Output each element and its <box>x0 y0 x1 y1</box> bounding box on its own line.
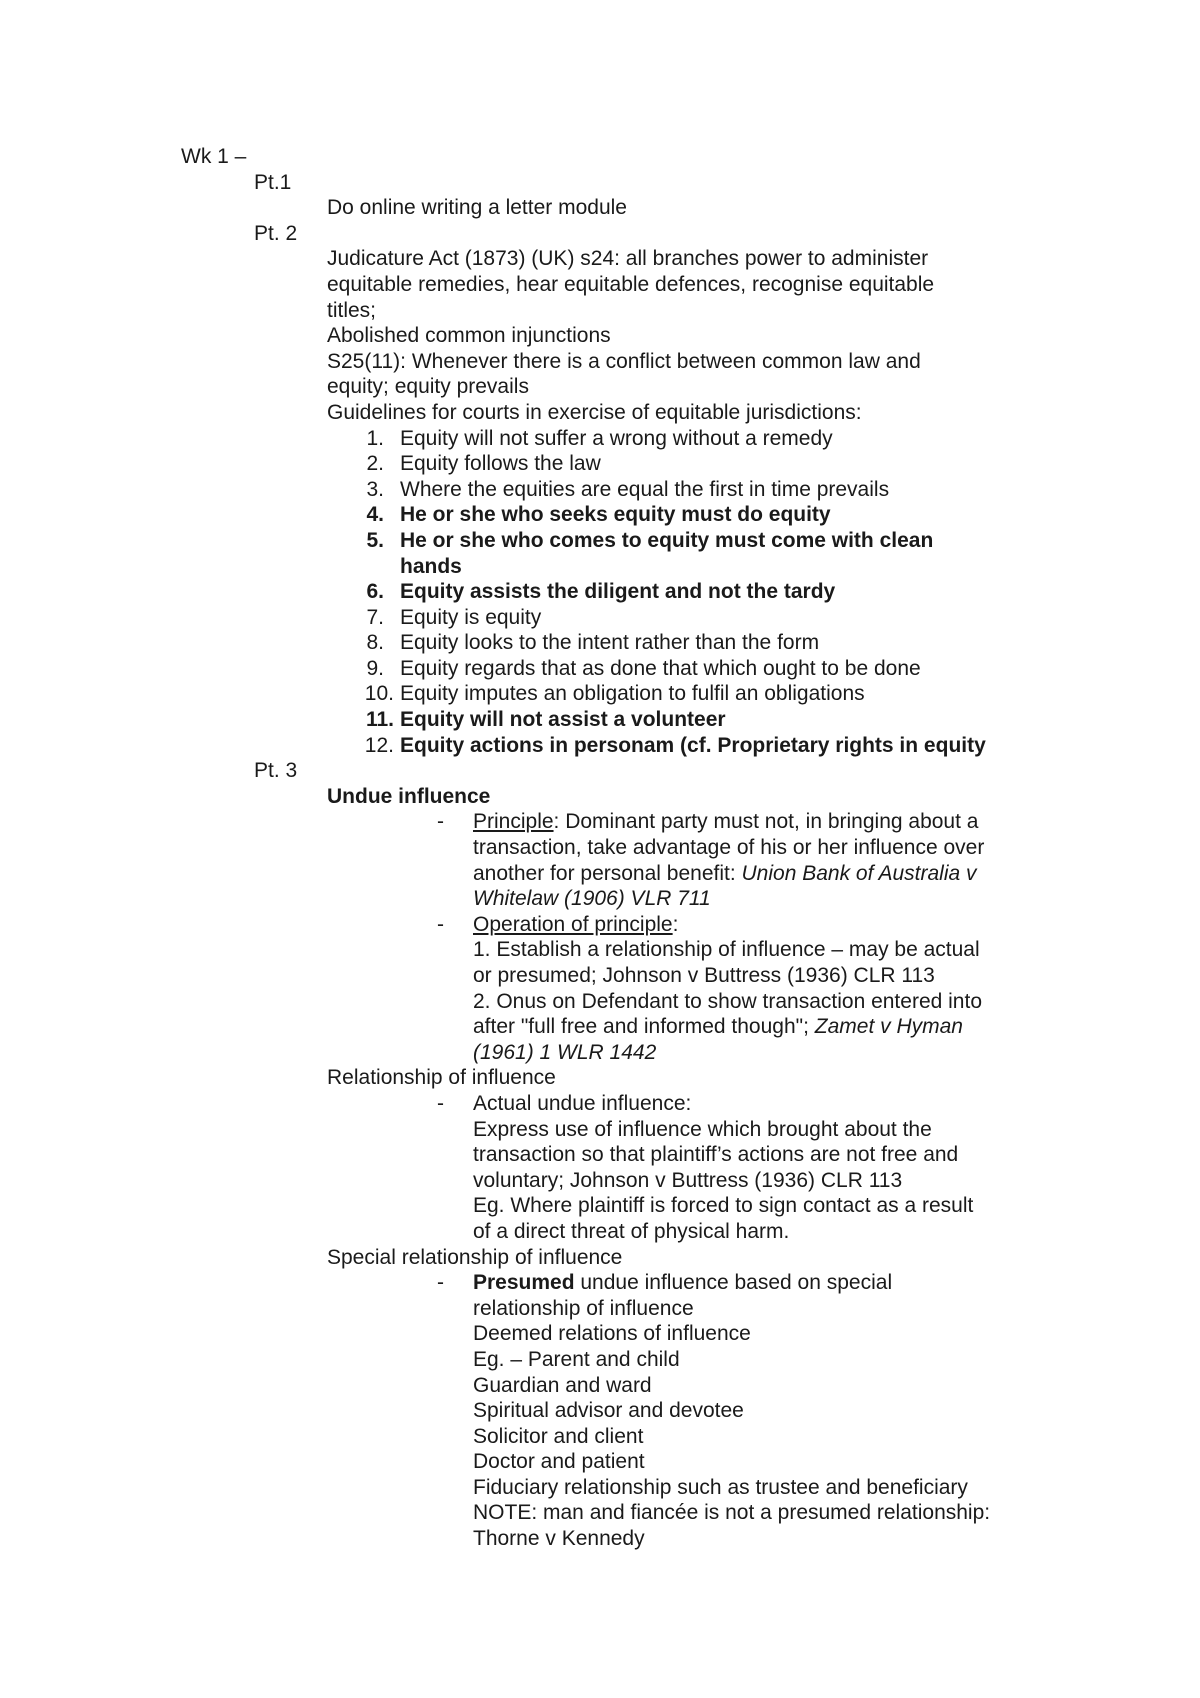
week-title: Wk 1 – <box>181 145 247 168</box>
maxim-text: Equity actions in personam (cf. Proprietary rights in equity <box>400 733 986 757</box>
presumed-text: Deemed relations of influence <box>473 1322 751 1346</box>
principle-text: : Dominant party must not, in bringing about a <box>553 810 979 834</box>
notes-body <box>0 144 1200 1552</box>
presumed-text: Guardian and ward <box>473 1373 652 1397</box>
presumed-text: relationship of influence <box>473 1296 694 1320</box>
maxim-item <box>0 733 1200 759</box>
operation-label: Operation of principle <box>473 912 673 936</box>
dash-marker: - <box>437 912 444 936</box>
case-citation: Whitelaw (1906) VLR 711 <box>473 887 711 911</box>
operation-colon: : <box>672 912 679 936</box>
actual-line <box>0 1091 1200 1117</box>
maxim-item <box>0 579 1200 605</box>
maxim-number: 2. <box>366 452 384 476</box>
maxim-item <box>0 605 1200 631</box>
maxim-item <box>0 502 1200 528</box>
maxim-text: hands <box>400 554 462 578</box>
principle-label: Principle <box>473 810 554 834</box>
actual-text: Eg. Where plaintiff is forced to sign contact as a result <box>473 1194 974 1218</box>
principle-text: another for personal benefit: <box>473 861 742 885</box>
bullet-continuation: equity; equity prevails <box>327 375 529 399</box>
maxim-item <box>0 681 1200 707</box>
maxim-item <box>0 451 1200 477</box>
maxim-number: 12. <box>364 733 394 757</box>
presumed-text: Spiritual advisor and devotee <box>473 1399 744 1423</box>
maxim-item <box>0 630 1200 656</box>
dash-marker: - <box>437 810 444 834</box>
maxim-text: Equity is equity <box>400 605 542 629</box>
dash-marker: - <box>437 1271 444 1295</box>
maxim-number: 3. <box>366 477 384 501</box>
principle-line <box>0 861 1200 887</box>
operation-text: 1. Establish a relationship of influence – may be actual <box>473 938 980 962</box>
principle-text: transaction, take advantage of his or her influence over <box>473 836 985 860</box>
actual-text: of a direct threat of physical harm. <box>473 1219 790 1243</box>
actual-text: voluntary; Johnson v Buttress (1936) CLR 113 <box>473 1168 903 1192</box>
maxim-number: 9. <box>366 656 384 680</box>
case-citation: Union Bank of Australia v <box>741 861 977 885</box>
presumed-text: Fiduciary relationship such as trustee and beneficiary <box>473 1475 968 1499</box>
maxim-number: 5. <box>366 528 384 552</box>
maxim-text: He or she who comes to equity must come with clean <box>400 528 934 552</box>
special-relationship-heading: Special relationship of influence <box>327 1245 623 1269</box>
part-2-label: Pt. 2 <box>254 221 298 245</box>
maxim-item <box>0 707 1200 733</box>
principle-line <box>0 809 1200 835</box>
actual-text: transaction so that plaintiff’s actions are not free and <box>473 1143 959 1167</box>
maxim-number: 8. <box>366 631 384 655</box>
case-citation: (1961) 1 WLR 1442 <box>473 1040 657 1064</box>
maxim-text: Equity will not assist a volunteer <box>400 708 726 732</box>
maxim-text: Equity regards that as done that which ought to be done <box>400 656 921 680</box>
maxim-continuation <box>0 554 1200 580</box>
maxim-text: Equity assists the diligent and not the tardy <box>400 580 836 604</box>
maxim-text: Equity imputes an obligation to fulfil an obligations <box>400 682 865 706</box>
maxim-text: Equity looks to the intent rather than the form <box>400 631 820 655</box>
actual-heading: Actual undue influence: <box>473 1091 692 1115</box>
maxim-number: 10. <box>364 682 394 706</box>
bullet-item: S25(11): Whenever there is a conflict between common law and <box>0 349 1200 375</box>
maxim-item <box>0 656 1200 682</box>
bullet-item: Guidelines for courts in exercise of equitable jurisdictions: <box>0 400 1200 426</box>
part-1-label: Pt.1 <box>254 170 292 194</box>
maxim-item <box>0 477 1200 503</box>
maxim-number: 4. <box>366 503 384 527</box>
maxim-text: Equity follows the law <box>400 452 601 476</box>
bullet-continuation: equitable remedies, hear equitable defences, recognise equitable <box>327 272 935 296</box>
operation-text: after "full free and informed though"; <box>473 1015 815 1039</box>
presumed-label: Presumed <box>473 1271 575 1295</box>
bullet-item: Abolished common injunctions <box>0 323 1200 349</box>
part-3-label: Pt. 3 <box>254 759 298 783</box>
relationship-heading: Relationship of influence <box>327 1066 556 1090</box>
actual-text: Express use of influence which brought about the <box>473 1117 932 1141</box>
presumed-text: Thorne v Kennedy <box>473 1527 645 1551</box>
bullet-continuation: titles; <box>327 298 377 322</box>
presumed-text: Solicitor and client <box>473 1424 644 1448</box>
bullet-item: Do online writing a letter module <box>0 195 1200 221</box>
presumed-line <box>0 1270 1200 1296</box>
maxim-item <box>0 528 1200 554</box>
maxim-text: Equity will not suffer a wrong without a remedy <box>400 426 833 450</box>
maxim-number: 11. <box>365 708 394 732</box>
presumed-text: undue influence based on special <box>574 1271 893 1295</box>
case-citation: Zamet v Hyman <box>814 1015 963 1039</box>
operation-text: or presumed; Johnson v Buttress (1936) CLR 113 <box>473 964 935 987</box>
operation-line <box>0 912 1200 938</box>
maxim-number: 1. <box>366 426 384 450</box>
maxim-text: He or she who seeks equity must do equity <box>400 503 831 527</box>
presumed-text: Eg. – Parent and child <box>473 1347 680 1371</box>
maxims-list <box>0 426 1200 759</box>
dash-marker: - <box>437 1091 444 1115</box>
maxim-number: 6. <box>366 580 384 604</box>
maxim-item <box>0 426 1200 452</box>
operation-line <box>0 1014 1200 1040</box>
presumed-text: NOTE: man and fiancée is not a presumed relationship: <box>473 1501 991 1525</box>
undue-influence-heading: Undue influence <box>0 784 1200 810</box>
operation-text: 2. Onus on Defendant to show transaction entered into <box>473 989 982 1013</box>
presumed-text: Doctor and patient <box>473 1450 645 1474</box>
bullet-item: Judicature Act (1873) (UK) s24: all branches power to administer <box>0 246 1200 272</box>
maxim-text: Where the equities are equal the first in time prevails <box>400 477 890 501</box>
maxim-number: 7. <box>366 605 384 629</box>
